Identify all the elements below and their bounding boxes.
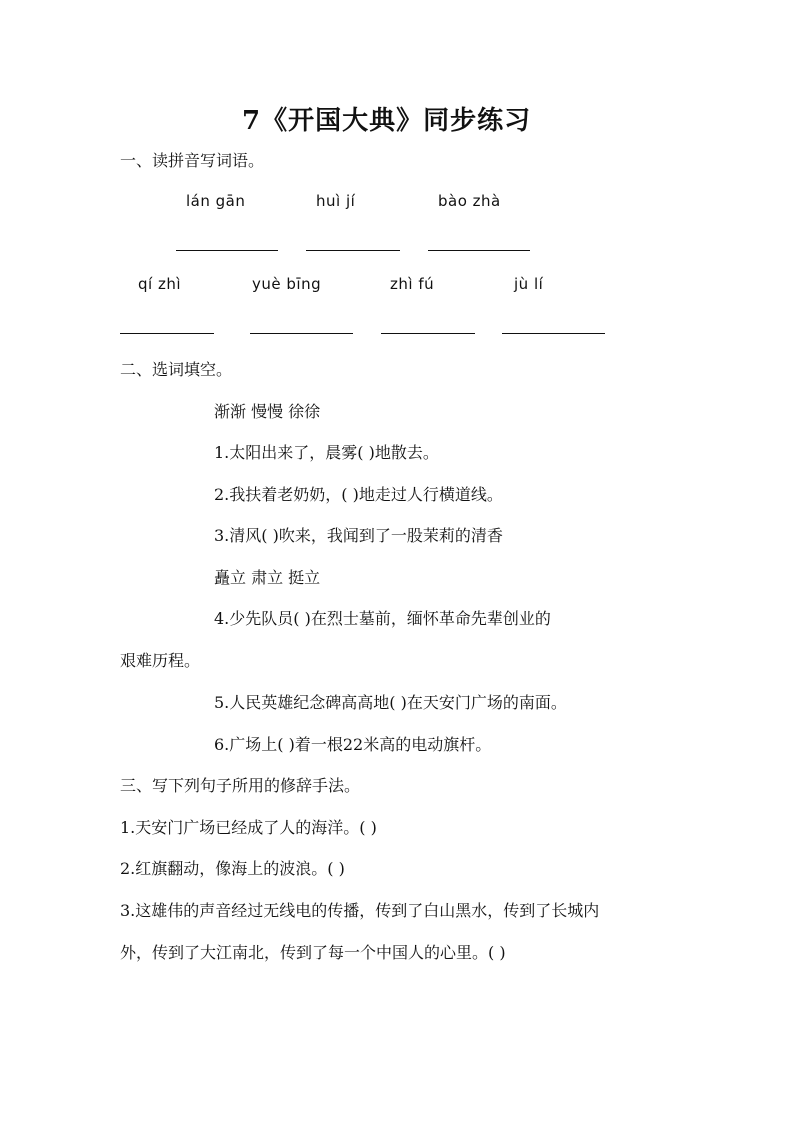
answer-blank-4[interactable] (120, 333, 214, 334)
pinyin-zhi-fu: zhì fú (390, 275, 435, 293)
fill-question-1: 1.太阳出来了，晨雾( )地散去。 (214, 443, 439, 462)
pinyin-lan-gan: lán gān (186, 192, 246, 210)
answer-blank-5[interactable] (250, 333, 353, 334)
section2-heading: 二、选词填空。 (120, 360, 233, 379)
rhetoric-question-2: 2.红旗翻动，像海上的波浪。( ) (120, 859, 345, 878)
fill-question-6: 6.广场上( )着一根22米高的电动旗杆。 (214, 735, 492, 754)
pinyin-bao-zha: bào zhà (438, 192, 501, 210)
page-title: 7《开国大典》同步练习 (242, 106, 532, 136)
answer-blank-2[interactable] (306, 250, 400, 251)
rhetoric-question-3: 3.这雄伟的声音经过无线电的传播，传到了白山黑水，传到了长城内 (120, 901, 600, 920)
answer-blank-1[interactable] (176, 250, 278, 251)
word-choices-1: 渐渐 慢慢 徐徐 (214, 402, 321, 421)
rhetoric-question-1: 1.天安门广场已经成了人的海洋。( ) (120, 818, 377, 837)
fill-question-2: 2.我扶着老奶奶，( )地走过人行横道线。 (214, 485, 503, 504)
fill-question-4: 4.少先队员( )在烈士墓前，缅怀革命先辈创业的 (214, 609, 551, 628)
pinyin-hui-ji: huì jí (316, 192, 356, 210)
answer-blank-3[interactable] (428, 250, 530, 251)
pinyin-ju-li: jù lí (514, 275, 544, 293)
fill-question-3: 3.清风( )吹来，我闻到了一股茉莉的清香 (214, 526, 503, 545)
rhetoric-question-3-cont: 外，传到了大江南北，传到了每一个中国人的心里。( ) (120, 943, 506, 962)
answer-blank-7[interactable] (502, 333, 605, 334)
section3-heading: 三、写下列句子所用的修辞手法。 (120, 776, 361, 795)
pinyin-qi-zhi: qí zhì (138, 275, 182, 293)
section1-heading: 一、读拼音写词语。 (120, 151, 265, 170)
fill-question-5: 5.人民英雄纪念碑高高地( )在天安门广场的南面。 (214, 693, 567, 712)
word-choices-2: 矗立 肃立 挺立 (214, 568, 321, 587)
fill-question-4-cont: 艰难历程。 (120, 651, 201, 670)
answer-blank-6[interactable] (381, 333, 475, 334)
pinyin-yue-bing: yuè bīng (252, 275, 322, 293)
